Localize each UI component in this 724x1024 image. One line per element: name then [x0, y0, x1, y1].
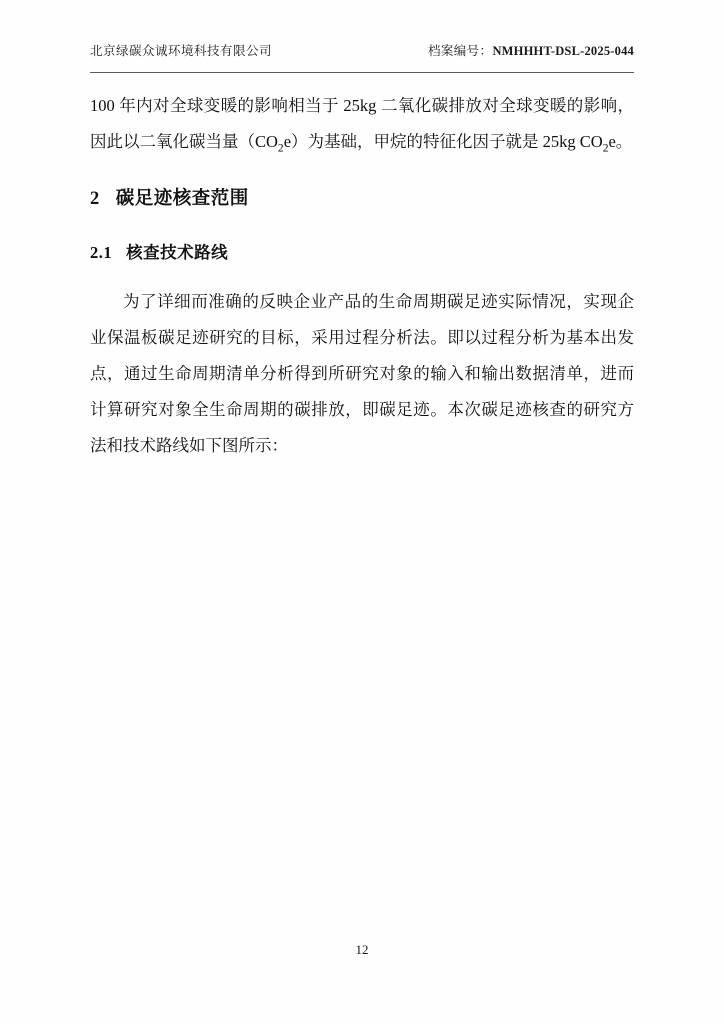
document-number-label: 档案编号： [427, 44, 493, 58]
page-content [90, 86, 634, 464]
paragraph-ghg-equivalence [90, 88, 634, 160]
paragraph-technical-route: 为了详细而准确的反映企业产品的生命周期碳足迹实际情况，实现企业保温板碳足迹研究的目标，采用过程分析法。即以过程分析为基本出发点，通过生命周期清单分析得到所研究对象的输入和输出数据清单，进而计算研究对象全生命周期的碳排放，即碳足迹。本次碳足迹核查的研究方法和技术路线如下图所示： [90, 292, 634, 455]
section-heading-2 [90, 182, 634, 216]
subscript-co2-2: 2 [602, 142, 609, 155]
page-header [90, 44, 634, 59]
section-heading-2-1-title: 核查技术路线 [126, 243, 229, 262]
section-heading-2-1 [90, 236, 634, 270]
section-heading-2-title: 碳足迹核查范围 [115, 189, 249, 209]
paragraph-text-part-b: e）为基础，甲烷的特征化因子就是 25kg CO [283, 132, 603, 151]
paragraph-text-part-a: 100 年内对全球变暖的影响相当于 25kg 二氧化碳排放对全球变暖的影响，因此以二氧化碳当量（CO [90, 96, 634, 151]
page-number: 12 [355, 942, 369, 957]
paragraph-text-part-c: e。 [608, 132, 633, 151]
header-company-name: 北京绿碳众诚环境科技有限公司 [90, 44, 273, 58]
header-divider [90, 72, 634, 73]
section-heading-2-1-number: 2.1 [90, 243, 113, 262]
paragraph-block-methodology [90, 284, 634, 464]
subscript-co2-1: 2 [277, 142, 284, 155]
header-document-number [428, 44, 634, 59]
paragraph-block-intro [90, 88, 634, 160]
document-number-value: NMHHHT-DSL-2025-044 [492, 44, 634, 58]
page-footer [0, 942, 724, 958]
section-heading-2-number: 2 [90, 189, 100, 209]
